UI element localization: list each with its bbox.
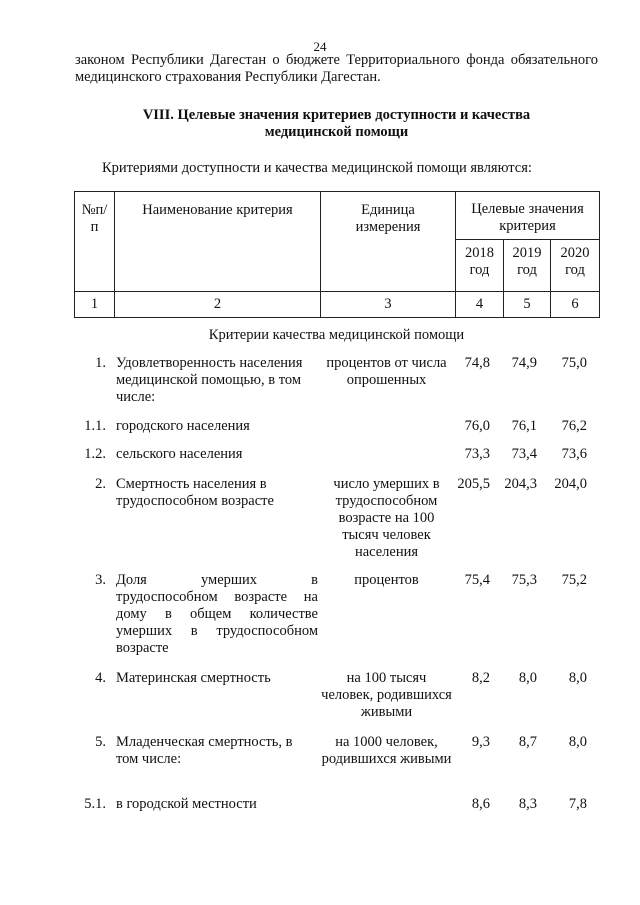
row-number: 4. (95, 670, 106, 686)
row-number: 2. (95, 476, 106, 492)
row-value-2020: 204,0 (554, 476, 587, 492)
row-value-2019: 75,3 (511, 572, 537, 588)
row-criterion: Смертность населения в трудоспособном возрасте (116, 476, 274, 509)
index-cell: 5 (504, 292, 551, 318)
row-value-2019: 74,9 (511, 355, 537, 371)
row-criterion: Младенческая смертность, в том числе: (116, 734, 293, 767)
row-value-2019: 8,7 (518, 734, 537, 750)
row-value-2020: 8,0 (568, 670, 587, 686)
header-num: №п/п (75, 192, 115, 292)
section-title-line-2: медицинской помощи (264, 124, 409, 140)
row-value-2019: 204,3 (504, 476, 537, 492)
row-value-2020: 7,8 (568, 796, 587, 812)
index-cell: 3 (321, 292, 456, 318)
header-year-2019: 2019 год (504, 240, 551, 292)
header-unit: Единица измерения (321, 192, 456, 292)
index-cell: 4 (456, 292, 504, 318)
row-number: 5. (95, 734, 106, 750)
row-number: 1.2. (84, 446, 106, 462)
section-title-line-1: VIII. Целевые значения критериев доступности и качества (142, 107, 531, 123)
row-value-2019: 8,0 (518, 670, 537, 686)
row-value-2020: 8,0 (568, 734, 587, 750)
header-name: Наименование критерия (115, 192, 321, 292)
row-value-2018: 75,4 (464, 572, 490, 588)
header-target-values: Целевые значения критерия (456, 192, 600, 240)
row-value-2019: 76,1 (511, 418, 537, 434)
row-criterion: в городской местности (116, 796, 257, 812)
row-value-2020: 75,2 (561, 572, 587, 588)
criteria-table-header (74, 191, 600, 318)
row-value-2019: 8,3 (518, 796, 537, 812)
row-number: 5.1. (84, 796, 106, 812)
row-value-2018: 76,0 (464, 418, 490, 434)
row-criterion: Материнская смертность (116, 670, 271, 686)
header-year-2018: 2018 год (456, 240, 504, 292)
row-criterion: сельского населения (116, 446, 243, 462)
row-criterion: Удовлетворенность населения медицинской помощью, в том числе: (116, 355, 303, 405)
row-unit: процентов (354, 572, 419, 588)
row-unit: на 100 тысяч человек, родившихся живыми (321, 670, 452, 720)
row-value-2020: 75,0 (561, 355, 587, 371)
row-value-2018: 74,8 (464, 355, 490, 371)
row-criterion: городского населения (116, 418, 250, 434)
section-title (75, 107, 598, 141)
row-value-2018: 73,3 (464, 446, 490, 462)
index-cell: 1 (75, 292, 115, 318)
row-number: 1. (95, 355, 106, 371)
lead-text: Критериями доступности и качества медицинской помощи являются: (102, 160, 532, 176)
row-value-2020: 76,2 (561, 418, 587, 434)
page-number: 24 (313, 39, 327, 54)
index-cell: 2 (115, 292, 321, 318)
row-number: 1.1. (84, 418, 106, 434)
row-value-2018: 8,2 (471, 670, 490, 686)
row-value-2018: 205,5 (457, 476, 490, 492)
row-unit: процентов от числа опрошенных (326, 355, 447, 388)
row-number: 3. (95, 572, 106, 588)
intro-paragraph: законом Республики Дагестан о бюджете Территориального фонда обязательного медицинского страхования Республики Дагестан. (75, 52, 598, 85)
row-unit: число умерших в трудоспособном возрасте на 100 тысяч человек населения (333, 476, 440, 560)
index-cell: 6 (551, 292, 600, 318)
row-criterion: Доля умерших в трудоспособном возрасте на дому в общем количестве умерших в трудоспособном возрасте (116, 572, 318, 656)
row-unit: на 1000 человек, родившихся живыми (321, 734, 452, 767)
row-value-2018: 8,6 (471, 796, 490, 812)
row-value-2018: 9,3 (471, 734, 490, 750)
row-value-2020: 73,6 (561, 446, 587, 462)
header-year-2020: 2020 год (551, 240, 600, 292)
table-subheading: Критерии качества медицинской помощи (208, 327, 465, 343)
row-value-2019: 73,4 (511, 446, 537, 462)
